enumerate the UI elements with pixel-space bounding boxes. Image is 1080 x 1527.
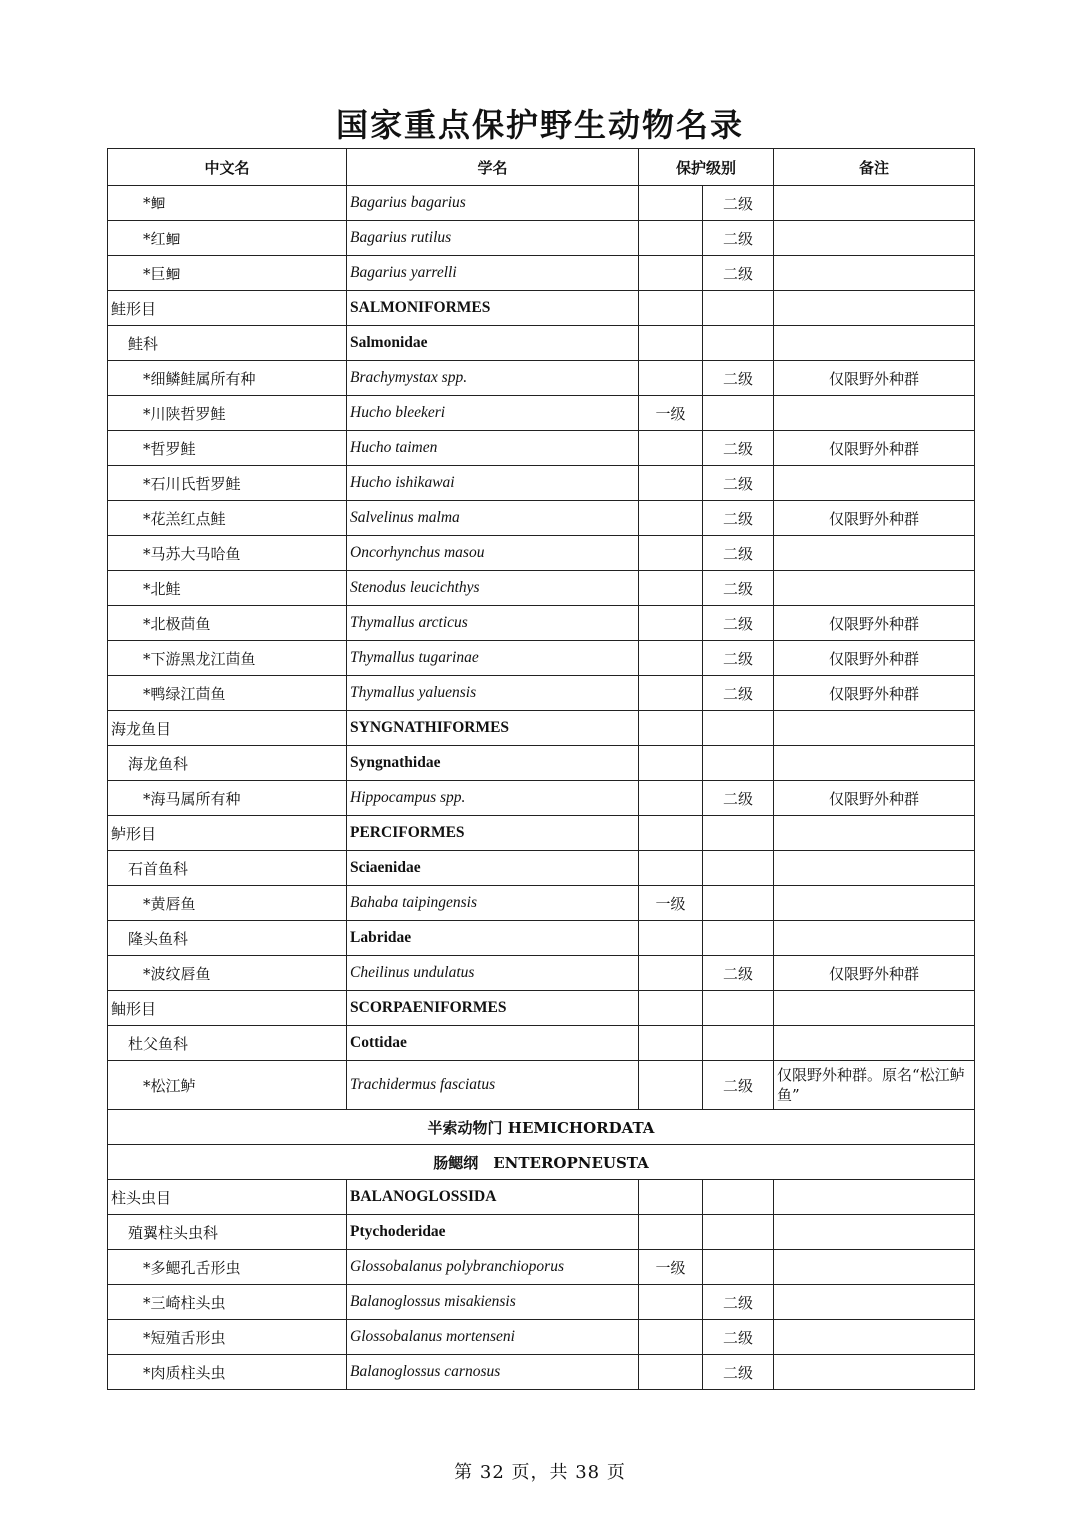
sci-name-cell: Brachymystax spp. xyxy=(347,361,639,396)
sci-name-cell: Bagarius bagarius xyxy=(347,186,639,221)
note-cell xyxy=(774,256,975,291)
level-2-cell: 二级 xyxy=(703,536,774,571)
sci-name-cell: Stenodus leucichthys xyxy=(347,571,639,606)
sci-name-cell: PERCIFORMES xyxy=(347,816,639,851)
table-section-row xyxy=(108,1110,975,1145)
note-cell xyxy=(774,1026,975,1061)
cn-name-cell: *下游黑龙江茴鱼 xyxy=(108,641,347,676)
cn-name-cell: *石川氏哲罗鲑 xyxy=(108,466,347,501)
level-2-cell xyxy=(703,326,774,361)
note-cell xyxy=(774,991,975,1026)
cn-name-cell: *多鳃孔舌形虫 xyxy=(108,1250,347,1285)
level-2-cell: 二级 xyxy=(703,256,774,291)
level-1-cell xyxy=(639,606,703,641)
level-1-cell xyxy=(639,1285,703,1320)
level-2-cell xyxy=(703,1180,774,1215)
note-cell xyxy=(774,921,975,956)
note-cell xyxy=(774,1180,975,1215)
sci-name-cell: Glossobalanus mortenseni xyxy=(347,1320,639,1355)
cn-name-cell: *鸭绿江茴鱼 xyxy=(108,676,347,711)
sci-name-cell: Bagarius rutilus xyxy=(347,221,639,256)
cn-name-cell: *哲罗鲑 xyxy=(108,431,347,466)
table-header-row xyxy=(108,149,975,186)
section-heading: 半索动物门 HEMICHORDATA xyxy=(108,1110,975,1145)
table-row xyxy=(108,886,975,921)
level-2-cell xyxy=(703,921,774,956)
level-2-cell: 二级 xyxy=(703,431,774,466)
header-sci-name: 学名 xyxy=(347,149,639,186)
sci-name-cell: Labridae xyxy=(347,921,639,956)
level-1-cell xyxy=(639,746,703,781)
table-row xyxy=(108,921,975,956)
level-2-cell: 二级 xyxy=(703,676,774,711)
level-1-cell xyxy=(639,641,703,676)
sci-name-cell: Ptychoderidae xyxy=(347,1215,639,1250)
table-section-row xyxy=(108,1145,975,1180)
level-1-cell xyxy=(639,221,703,256)
level-1-cell xyxy=(639,571,703,606)
level-2-cell: 二级 xyxy=(703,1285,774,1320)
cn-name-cell: *三崎柱头虫 xyxy=(108,1285,347,1320)
table-row xyxy=(108,851,975,886)
level-2-cell xyxy=(703,1215,774,1250)
note-cell: 仅限野外种群 xyxy=(774,501,975,536)
level-2-cell xyxy=(703,711,774,746)
note-cell xyxy=(774,1285,975,1320)
table-row xyxy=(108,781,975,816)
header-level: 保护级别 xyxy=(639,149,774,186)
level-1-cell xyxy=(639,921,703,956)
cn-name-cell: *肉质柱头虫 xyxy=(108,1355,347,1390)
level-2-cell: 二级 xyxy=(703,1355,774,1390)
table-body xyxy=(108,186,975,1390)
note-cell xyxy=(774,466,975,501)
table-row xyxy=(108,1061,975,1110)
table-row xyxy=(108,711,975,746)
sci-name-cell: Hucho taimen xyxy=(347,431,639,466)
level-1-cell xyxy=(639,466,703,501)
sci-name-cell: Oncorhynchus masou xyxy=(347,536,639,571)
level-1-cell xyxy=(639,256,703,291)
sci-name-cell: Thymallus arcticus xyxy=(347,606,639,641)
note-cell: 仅限野外种群。原名“松江鲈鱼” xyxy=(774,1061,975,1110)
note-cell: 仅限野外种群 xyxy=(774,676,975,711)
sci-name-cell: Thymallus yaluensis xyxy=(347,676,639,711)
cn-name-cell: *川陕哲罗鲑 xyxy=(108,396,347,431)
table-row xyxy=(108,361,975,396)
table-row xyxy=(108,956,975,991)
table-row xyxy=(108,1320,975,1355)
level-2-cell: 二级 xyxy=(703,571,774,606)
level-1-cell xyxy=(639,816,703,851)
table-row xyxy=(108,291,975,326)
table-row xyxy=(108,676,975,711)
level-2-cell: 二级 xyxy=(703,501,774,536)
cn-name-cell: *巨𫚔 xyxy=(108,256,347,291)
cn-name-cell: 鲈形目 xyxy=(108,816,347,851)
level-1-cell xyxy=(639,1355,703,1390)
level-1-cell xyxy=(639,186,703,221)
sci-name-cell: Balanoglossus misakiensis xyxy=(347,1285,639,1320)
level-2-cell xyxy=(703,746,774,781)
level-2-cell: 二级 xyxy=(703,956,774,991)
note-cell xyxy=(774,816,975,851)
level-2-cell: 二级 xyxy=(703,186,774,221)
note-cell xyxy=(774,886,975,921)
level-1-cell xyxy=(639,326,703,361)
level-1-cell xyxy=(639,361,703,396)
sci-name-cell: Bahaba taipingensis xyxy=(347,886,639,921)
cn-name-cell: 鲑科 xyxy=(108,326,347,361)
level-1-cell: 一级 xyxy=(639,1250,703,1285)
cn-name-cell: *黄唇鱼 xyxy=(108,886,347,921)
cn-name-cell: *细鳞鲑属所有种 xyxy=(108,361,347,396)
level-2-cell: 二级 xyxy=(703,361,774,396)
sci-name-cell: Hippocampus spp. xyxy=(347,781,639,816)
note-cell: 仅限野外种群 xyxy=(774,606,975,641)
note-cell xyxy=(774,1355,975,1390)
level-1-cell xyxy=(639,711,703,746)
level-2-cell: 二级 xyxy=(703,221,774,256)
table-row xyxy=(108,536,975,571)
level-1-cell xyxy=(639,536,703,571)
note-cell xyxy=(774,1250,975,1285)
level-2-cell xyxy=(703,1250,774,1285)
sci-name-cell: Glossobalanus polybranchioporus xyxy=(347,1250,639,1285)
table-row xyxy=(108,396,975,431)
note-cell: 仅限野外种群 xyxy=(774,361,975,396)
note-cell xyxy=(774,711,975,746)
cn-name-cell: *马苏大马哈鱼 xyxy=(108,536,347,571)
level-2-cell: 二级 xyxy=(703,641,774,676)
level-2-cell: 二级 xyxy=(703,1061,774,1110)
table-row xyxy=(108,501,975,536)
level-2-cell: 二级 xyxy=(703,1320,774,1355)
cn-name-cell: *波纹唇鱼 xyxy=(108,956,347,991)
sci-name-cell: Trachidermus fasciatus xyxy=(347,1061,639,1110)
level-1-cell xyxy=(639,1215,703,1250)
note-cell: 仅限野外种群 xyxy=(774,956,975,991)
level-2-cell: 二级 xyxy=(703,606,774,641)
sci-name-cell: SALMONIFORMES xyxy=(347,291,639,326)
level-1-cell xyxy=(639,991,703,1026)
header-cn-name: 中文名 xyxy=(108,149,347,186)
cn-name-cell: *短殖舌形虫 xyxy=(108,1320,347,1355)
sci-name-cell: SCORPAENIFORMES xyxy=(347,991,639,1026)
level-1-cell xyxy=(639,676,703,711)
table-row xyxy=(108,1180,975,1215)
cn-name-cell: 殖翼柱头虫科 xyxy=(108,1215,347,1250)
note-cell xyxy=(774,221,975,256)
note-cell: 仅限野外种群 xyxy=(774,431,975,466)
table-row xyxy=(108,1355,975,1390)
level-2-cell xyxy=(703,1026,774,1061)
sci-name-cell: Cottidae xyxy=(347,1026,639,1061)
note-cell: 仅限野外种群 xyxy=(774,641,975,676)
sci-name-cell: Bagarius yarrelli xyxy=(347,256,639,291)
note-cell xyxy=(774,1215,975,1250)
sci-name-cell: Salvelinus malma xyxy=(347,501,639,536)
table-row xyxy=(108,466,975,501)
table-row xyxy=(108,571,975,606)
level-2-cell xyxy=(703,851,774,886)
level-2-cell xyxy=(703,291,774,326)
sci-name-cell: BALANOGLOSSIDA xyxy=(347,1180,639,1215)
cn-name-cell: *花羔红点鲑 xyxy=(108,501,347,536)
level-1-cell xyxy=(639,291,703,326)
sci-name-cell: SYNGNATHIFORMES xyxy=(347,711,639,746)
cn-name-cell: *海马属所有种 xyxy=(108,781,347,816)
sci-name-cell: Hucho ishikawai xyxy=(347,466,639,501)
table-row xyxy=(108,1250,975,1285)
table-row xyxy=(108,991,975,1026)
level-2-cell: 二级 xyxy=(703,781,774,816)
level-1-cell xyxy=(639,431,703,466)
sci-name-cell: Hucho bleekeri xyxy=(347,396,639,431)
level-1-cell xyxy=(639,851,703,886)
cn-name-cell: 杜父鱼科 xyxy=(108,1026,347,1061)
table-row xyxy=(108,1285,975,1320)
note-cell xyxy=(774,536,975,571)
page-title: 国家重点保护野生动物名录 xyxy=(335,106,744,144)
sci-name-cell: Cheilinus undulatus xyxy=(347,956,639,991)
cn-name-cell: 柱头虫目 xyxy=(108,1180,347,1215)
species-table xyxy=(107,148,975,1390)
level-1-cell xyxy=(639,1061,703,1110)
table-row xyxy=(108,326,975,361)
level-1-cell xyxy=(639,501,703,536)
cn-name-cell: 鲉形目 xyxy=(108,991,347,1026)
level-1-cell: 一级 xyxy=(639,396,703,431)
note-cell xyxy=(774,746,975,781)
header-note: 备注 xyxy=(774,149,975,186)
cn-name-cell: 隆头鱼科 xyxy=(108,921,347,956)
level-2-cell xyxy=(703,816,774,851)
level-2-cell xyxy=(703,991,774,1026)
cn-name-cell: *北极茴鱼 xyxy=(108,606,347,641)
sci-name-cell: Salmonidae xyxy=(347,326,639,361)
note-cell xyxy=(774,851,975,886)
note-cell xyxy=(774,1320,975,1355)
cn-name-cell: 鲑形目 xyxy=(108,291,347,326)
note-cell xyxy=(774,326,975,361)
table-row xyxy=(108,221,975,256)
cn-name-cell: *北鲑 xyxy=(108,571,347,606)
cn-name-cell: *松江鲈 xyxy=(108,1061,347,1110)
table-row xyxy=(108,606,975,641)
level-1-cell xyxy=(639,956,703,991)
table-row xyxy=(108,816,975,851)
note-cell xyxy=(774,291,975,326)
sci-name-cell: Balanoglossus carnosus xyxy=(347,1355,639,1390)
level-1-cell xyxy=(639,1026,703,1061)
table-row xyxy=(108,746,975,781)
level-2-cell xyxy=(703,396,774,431)
cn-name-cell: *红𫚔 xyxy=(108,221,347,256)
level-1-cell xyxy=(639,781,703,816)
cn-name-cell: 海龙鱼科 xyxy=(108,746,347,781)
level-1-cell xyxy=(639,1180,703,1215)
note-cell xyxy=(774,186,975,221)
note-cell: 仅限野外种群 xyxy=(774,781,975,816)
table-row xyxy=(108,431,975,466)
table-row xyxy=(108,186,975,221)
level-1-cell: 一级 xyxy=(639,886,703,921)
cn-name-cell: 石首鱼科 xyxy=(108,851,347,886)
cn-name-cell: 海龙鱼目 xyxy=(108,711,347,746)
level-1-cell xyxy=(639,1320,703,1355)
note-cell xyxy=(774,571,975,606)
section-heading: 肠鳃纲 ENTEROPNEUSTA xyxy=(108,1145,975,1180)
table-row xyxy=(108,256,975,291)
level-2-cell: 二级 xyxy=(703,466,774,501)
level-2-cell xyxy=(703,886,774,921)
note-cell xyxy=(774,396,975,431)
table-row xyxy=(108,1026,975,1061)
sci-name-cell: Thymallus tugarinae xyxy=(347,641,639,676)
page-number: 第 32 页，共 38 页 xyxy=(454,1462,626,1483)
table-row xyxy=(108,1215,975,1250)
sci-name-cell: Syngnathidae xyxy=(347,746,639,781)
table-row xyxy=(108,641,975,676)
cn-name-cell: *𫚔 xyxy=(108,186,347,221)
sci-name-cell: Sciaenidae xyxy=(347,851,639,886)
